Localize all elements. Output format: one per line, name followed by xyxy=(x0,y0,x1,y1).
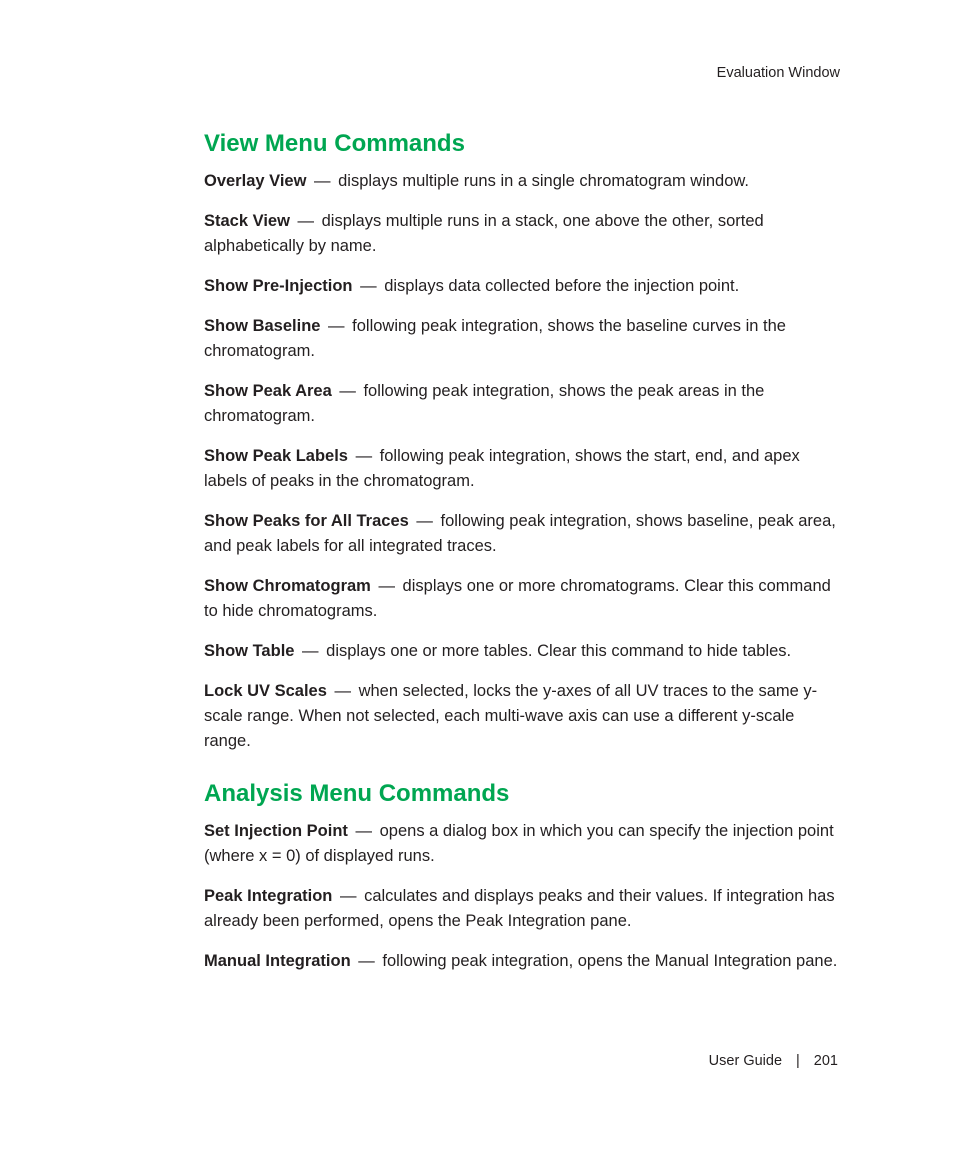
entry-term: Show Peak Area xyxy=(204,382,332,400)
entry-term: Overlay View xyxy=(204,172,307,190)
em-dash: — xyxy=(328,317,345,335)
entry-term: Stack View xyxy=(204,212,290,230)
em-dash: — xyxy=(297,212,315,230)
entry-stack-view xyxy=(204,209,840,259)
entry-term: Show Table xyxy=(204,642,295,660)
em-dash: — xyxy=(355,822,373,840)
entry-description: following peak integration, shows the peak areas in the chromatogram. xyxy=(204,382,765,425)
entry-term: Show Peak Labels xyxy=(204,447,348,465)
entry-description: following peak integration, shows the baseline curves in the chromatogram. xyxy=(204,317,786,360)
em-dash: — xyxy=(358,952,375,970)
entry-description: calculates and displays peaks and their values. If integration has already been performed, opens the Peak Integration pane. xyxy=(204,887,835,930)
entry-description: displays data collected before the injection point. xyxy=(384,277,740,295)
entry-manual-integration xyxy=(204,949,840,974)
entry-term: Peak Integration xyxy=(204,887,333,905)
entry-description: following peak integration, shows the start, end, and apex labels of peaks in the chromatogram. xyxy=(204,447,800,490)
entry-term: Show Peaks for All Traces xyxy=(204,512,409,530)
entry-show-peaks-for-all-traces xyxy=(204,509,840,559)
entry-show-table xyxy=(204,639,840,664)
entry-description: displays one or more tables. Clear this command to hide tables. xyxy=(326,642,792,660)
em-dash: — xyxy=(416,512,433,530)
entry-description: opens a dialog box in which you can specify the injection point (where x = 0) of displayed runs. xyxy=(204,822,834,865)
section-heading-view-menu: View Menu Commands xyxy=(204,130,465,157)
section-heading-analysis-menu: Analysis Menu Commands xyxy=(204,780,510,807)
entry-term: Manual Integration xyxy=(204,952,351,970)
page-number: 201 xyxy=(813,1053,838,1069)
running-header: Evaluation Window xyxy=(716,65,840,81)
em-dash: — xyxy=(339,887,357,905)
entry-show-chromatogram xyxy=(204,574,840,624)
entry-show-pre-injection xyxy=(204,274,840,299)
entry-show-baseline xyxy=(204,314,840,364)
em-dash: — xyxy=(360,277,377,295)
entry-description: following peak integration, shows baseline, peak area, and peak labels for all integrated traces. xyxy=(204,512,836,555)
entry-description: when selected, locks the y-axes of all UV traces to the same y-scale range. When not selected, each multi-wave axis can use a different y-scale range. xyxy=(204,682,818,750)
em-dash: — xyxy=(355,447,373,465)
em-dash: — xyxy=(302,642,319,660)
entry-description: displays one or more chromatograms. Clear this command to hide chromatograms. xyxy=(204,577,831,620)
page-content xyxy=(204,128,840,989)
entry-term: Lock UV Scales xyxy=(204,682,327,700)
entry-overlay-view xyxy=(204,169,840,194)
entry-peak-integration xyxy=(204,884,840,934)
entry-description: following peak integration, opens the Manual Integration pane. xyxy=(382,952,838,970)
entry-show-peak-area xyxy=(204,379,840,429)
footer-guide-label: User Guide xyxy=(708,1053,783,1069)
em-dash: — xyxy=(314,172,331,190)
entry-term: Show Chromatogram xyxy=(204,577,371,595)
entry-lock-uv-scales xyxy=(204,679,840,754)
entry-description: displays multiple runs in a single chromatogram window. xyxy=(338,172,749,190)
em-dash: — xyxy=(334,682,351,700)
page-footer xyxy=(709,1051,838,1071)
em-dash: — xyxy=(339,382,356,400)
entry-set-injection-point xyxy=(204,819,840,869)
entry-description: displays multiple runs in a stack, one above the other, sorted alphabetically by name. xyxy=(204,212,764,255)
entry-term: Set Injection Point xyxy=(204,822,348,840)
entry-show-peak-labels xyxy=(204,444,840,494)
entry-term: Show Baseline xyxy=(204,317,321,335)
em-dash: — xyxy=(378,577,395,595)
footer-separator: | xyxy=(796,1053,800,1069)
entry-term: Show Pre-Injection xyxy=(204,277,353,295)
